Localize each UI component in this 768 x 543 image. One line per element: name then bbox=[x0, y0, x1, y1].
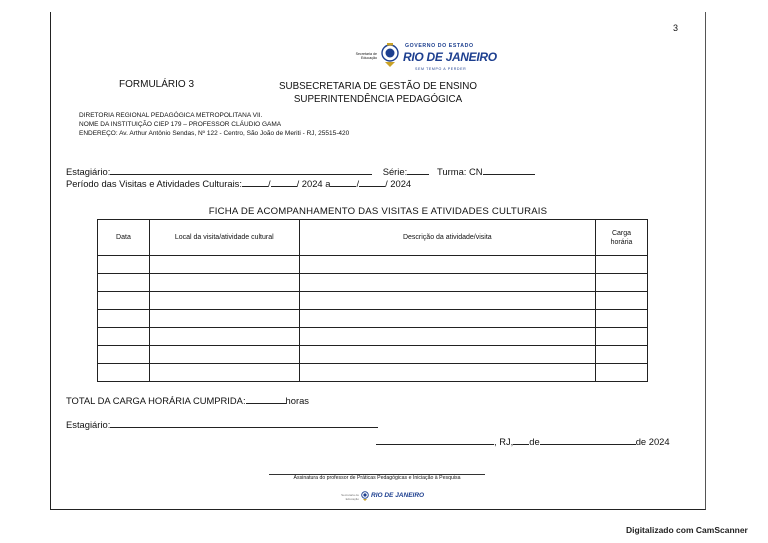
hours-unit: horas bbox=[285, 395, 309, 406]
footer-logo bbox=[341, 491, 425, 501]
form-sheet bbox=[50, 12, 706, 510]
camscanner-watermark: Digitalizado com CamScanner bbox=[626, 525, 748, 535]
table-cell[interactable] bbox=[98, 292, 150, 310]
header-descricao: Descrição da atividade/visita bbox=[299, 220, 595, 256]
table-cell[interactable] bbox=[149, 292, 299, 310]
periodo-row bbox=[66, 178, 411, 189]
table-row bbox=[98, 364, 648, 382]
de-text-1: de bbox=[529, 436, 540, 447]
table-cell[interactable] bbox=[596, 328, 648, 346]
periodo-month-end-blank[interactable] bbox=[359, 178, 385, 187]
table-cell[interactable] bbox=[596, 274, 648, 292]
signature-label: Assinatura do professor de Práticas Pedagógicas e Iniciação à Pesquisa bbox=[293, 475, 461, 481]
page-number: 3 bbox=[673, 23, 679, 33]
table-cell[interactable] bbox=[299, 256, 595, 274]
slash-1: / bbox=[267, 178, 271, 189]
estagiario-signature-label: Estagiário: bbox=[66, 419, 111, 430]
periodo-day-end-blank[interactable] bbox=[330, 178, 356, 187]
year-start-text: / 2024 a bbox=[296, 178, 331, 189]
table-row bbox=[98, 274, 648, 292]
table-cell[interactable] bbox=[149, 274, 299, 292]
header-local: Local da visita/atividade cultural bbox=[149, 220, 299, 256]
total-hours-blank[interactable] bbox=[246, 395, 286, 404]
superintendencia-title: SUPERINTENDÊNCIA PEDAGÓGICA bbox=[293, 94, 463, 105]
year-end-text: / 2024 bbox=[385, 178, 412, 189]
date-row bbox=[376, 436, 670, 447]
table-cell[interactable] bbox=[149, 310, 299, 328]
footer-rio-text: RIO DE JANEIRO bbox=[371, 492, 425, 499]
estagiario-label: Estagiário: bbox=[66, 166, 111, 177]
table-cell[interactable] bbox=[299, 274, 595, 292]
rj-text: , RJ, bbox=[494, 436, 514, 447]
table-row bbox=[98, 292, 648, 310]
table-row bbox=[98, 310, 648, 328]
month-blank[interactable] bbox=[540, 436, 636, 445]
estagiario-signature-row bbox=[66, 419, 378, 430]
turma-label: Turma: CN bbox=[437, 166, 483, 177]
table-cell[interactable] bbox=[596, 346, 648, 364]
table-cell[interactable] bbox=[596, 364, 648, 382]
subsecretaria-title: SUBSECRETARIA DE GESTÃO DE ENSINO bbox=[279, 81, 477, 92]
total-label: TOTAL DA CARGA HORÁRIA CUMPRIDA: bbox=[66, 395, 246, 406]
table-header-row bbox=[98, 220, 648, 256]
table-cell[interactable] bbox=[149, 346, 299, 364]
table-cell[interactable] bbox=[596, 256, 648, 274]
periodo-month-start-blank[interactable] bbox=[271, 178, 297, 187]
rio-de-janeiro-logo-text: RIO DE JANEIRO bbox=[403, 50, 497, 64]
endereco-line: ENDEREÇO: Av. Arthur Antônio Sendas, Nº 122 - Centro, São João de Meriti - RJ, 25515-420 bbox=[79, 130, 350, 137]
activities-table bbox=[97, 219, 648, 382]
table-cell[interactable] bbox=[299, 328, 595, 346]
table-cell[interactable] bbox=[299, 292, 595, 310]
footer-crest-icon bbox=[361, 491, 369, 501]
diretoria-line: DIRETORIA REGIONAL PEDAGÓGICA METROPOLITANA VII. bbox=[79, 112, 263, 119]
table-cell[interactable] bbox=[149, 256, 299, 274]
table-row bbox=[98, 346, 648, 364]
table-cell[interactable] bbox=[98, 328, 150, 346]
slash-2: / bbox=[356, 178, 360, 189]
estagiario-signature-blank[interactable] bbox=[110, 419, 378, 428]
form-label: FORMULÁRIO 3 bbox=[119, 79, 195, 90]
estagiario-blank[interactable] bbox=[110, 166, 372, 175]
table-cell[interactable] bbox=[98, 346, 150, 364]
footer-secretaria-label: Secretaria de Educação bbox=[341, 493, 359, 501]
table-row bbox=[98, 328, 648, 346]
header-data: Data bbox=[98, 220, 150, 256]
secretaria-label: Secretaria de Educação bbox=[355, 52, 377, 61]
turma-blank[interactable] bbox=[483, 166, 535, 175]
day-blank[interactable] bbox=[513, 436, 529, 445]
ficha-title: FICHA DE ACOMPANHAMENTO DAS VISITAS E ATIVIDADES CULTURAIS bbox=[208, 206, 548, 217]
city-blank[interactable] bbox=[376, 436, 494, 445]
table-cell[interactable] bbox=[98, 274, 150, 292]
serie-blank[interactable] bbox=[407, 166, 429, 175]
periodo-day-start-blank[interactable] bbox=[242, 178, 268, 187]
de-text-2: de 2024 bbox=[635, 436, 670, 447]
header-carga-horaria: Carga horária bbox=[596, 220, 648, 256]
governo-text: GOVERNO DO ESTADO bbox=[405, 43, 474, 49]
instituicao-line: NOME DA INSTITUIÇÃO CIEP 179 – PROFESSOR CLÁUDIO GAMA bbox=[79, 121, 282, 128]
serie-label: Série: bbox=[382, 166, 408, 177]
total-row bbox=[66, 395, 309, 406]
table-cell[interactable] bbox=[596, 292, 648, 310]
periodo-label: Período das Visitas e Atividades Culturais: bbox=[66, 178, 242, 189]
table-cell[interactable] bbox=[98, 256, 150, 274]
table-cell[interactable] bbox=[299, 364, 595, 382]
table-cell[interactable] bbox=[299, 310, 595, 328]
table-body bbox=[98, 256, 648, 382]
table-cell[interactable] bbox=[596, 310, 648, 328]
table-cell[interactable] bbox=[98, 364, 150, 382]
table-row bbox=[98, 256, 648, 274]
estagiario-row bbox=[66, 166, 535, 177]
table-cell[interactable] bbox=[98, 310, 150, 328]
table-cell[interactable] bbox=[149, 364, 299, 382]
slogan-text: SEM TEMPO A PERDER bbox=[415, 67, 467, 71]
table-cell[interactable] bbox=[299, 346, 595, 364]
state-crest-icon bbox=[381, 42, 399, 68]
table-cell[interactable] bbox=[149, 328, 299, 346]
